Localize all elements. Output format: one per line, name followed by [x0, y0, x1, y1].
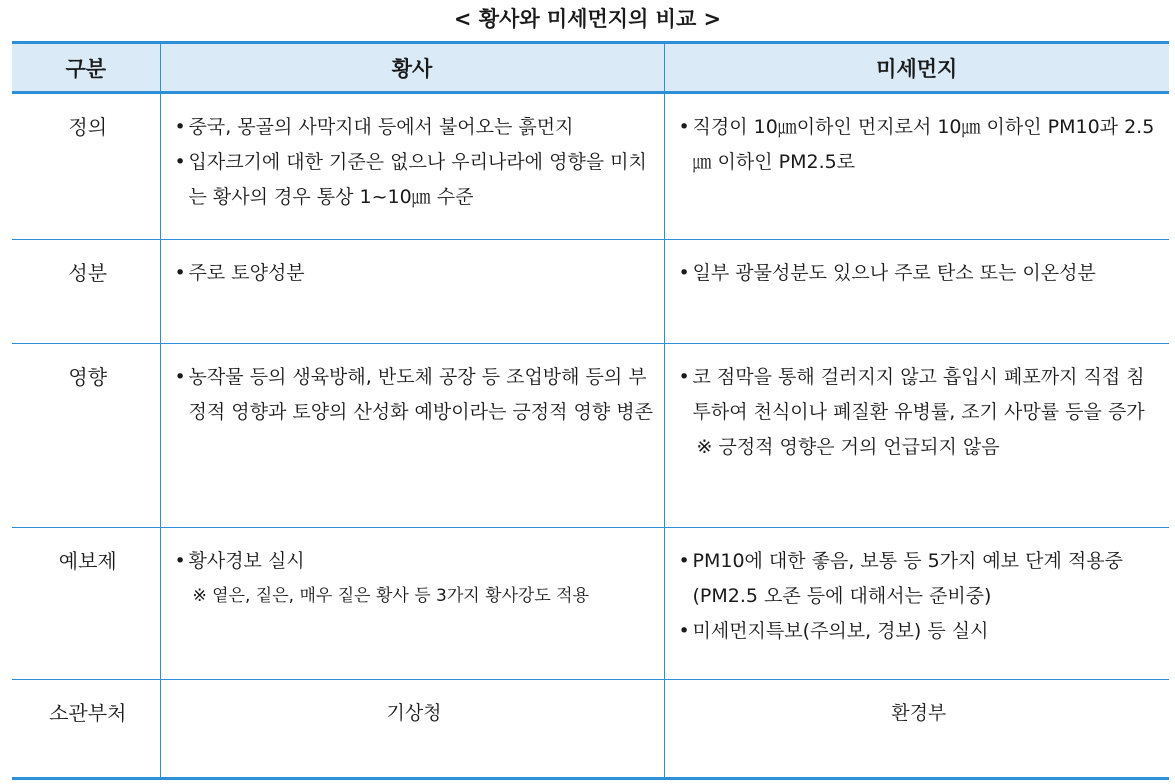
- table-row-impact: [12, 344, 1169, 528]
- fine-dust-cell: [664, 93, 1169, 240]
- fine-dust-cell: [664, 344, 1169, 528]
- fine-dust-cell: [664, 240, 1169, 344]
- row-label: 정의: [12, 93, 160, 240]
- yellow-dust-cell: [160, 240, 664, 344]
- row-label: 성분: [12, 240, 160, 344]
- list-item: • 미세먼지특보(주의보, 경보) 등 실시: [679, 614, 1160, 649]
- header-fine-dust: 미세먼지: [664, 43, 1169, 93]
- list-item: • 농작물 등의 생육방해, 반도체 공장 등 조업방해 등의 부정적 영향과 토양의 산성화 예방이라는 긍정적 영향 병존: [175, 360, 654, 430]
- list-item: • 코 점막을 통해 걸러지지 않고 흡입시 폐포까지 직접 침투하여 천식이나 폐질환 유병률, 조기 사망률 등을 증가: [679, 360, 1160, 430]
- page-title: < 황사와 미세먼지의 비교 >: [453, 7, 722, 31]
- yellow-dust-cell: 기상청: [160, 680, 664, 779]
- note-text: ※ 옅은, 짙은, 매우 짙은 황사 등 3가지 황사강도 적용: [192, 586, 590, 606]
- list-item: • 황사경보 실시: [175, 544, 654, 579]
- row-label: 소관부처: [12, 680, 160, 779]
- table-row-composition: [12, 240, 1169, 344]
- list-item: • 직경이 10㎛이하인 먼지로서 10㎛ 이하인 PM10과 2.5㎛ 이하인 PM2.5로: [679, 110, 1160, 180]
- comparison-table: [12, 41, 1169, 780]
- yellow-dust-cell: [160, 528, 664, 680]
- list-item: • 중국, 몽골의 사막지대 등에서 불어오는 흙먼지: [175, 110, 654, 145]
- list-item: • PM10에 대한 좋음, 보통 등 5가지 예보 단계 적용중(PM2.5 오존 등에 대해서는 준비중): [679, 544, 1160, 614]
- list-item: • 일부 광물성분도 있으나 주로 탄소 또는 이온성분: [679, 256, 1160, 291]
- list-item: • 주로 토양성분: [175, 256, 654, 291]
- yellow-dust-cell: [160, 344, 664, 528]
- list-item: • 입자크기에 대한 기준은 없으나 우리나라에 영향을 미치는 황사의 경우 통상 1~10㎛ 수준: [175, 145, 654, 215]
- row-label: 영향: [12, 344, 160, 528]
- header-yellow-dust: 황사: [160, 43, 664, 93]
- yellow-dust-cell: [160, 93, 664, 240]
- note-text: ※ 긍정적 영향은 거의 언급되지 않음: [696, 436, 1000, 458]
- table-header-row: [12, 43, 1169, 93]
- table-row-forecast: [12, 528, 1169, 680]
- fine-dust-cell: [664, 528, 1169, 680]
- header-category: 구분: [12, 43, 160, 93]
- table-row-definition: [12, 93, 1169, 240]
- fine-dust-cell: 환경부: [664, 680, 1169, 779]
- row-label: 예보제: [12, 528, 160, 680]
- table-row-ministry: [12, 680, 1169, 779]
